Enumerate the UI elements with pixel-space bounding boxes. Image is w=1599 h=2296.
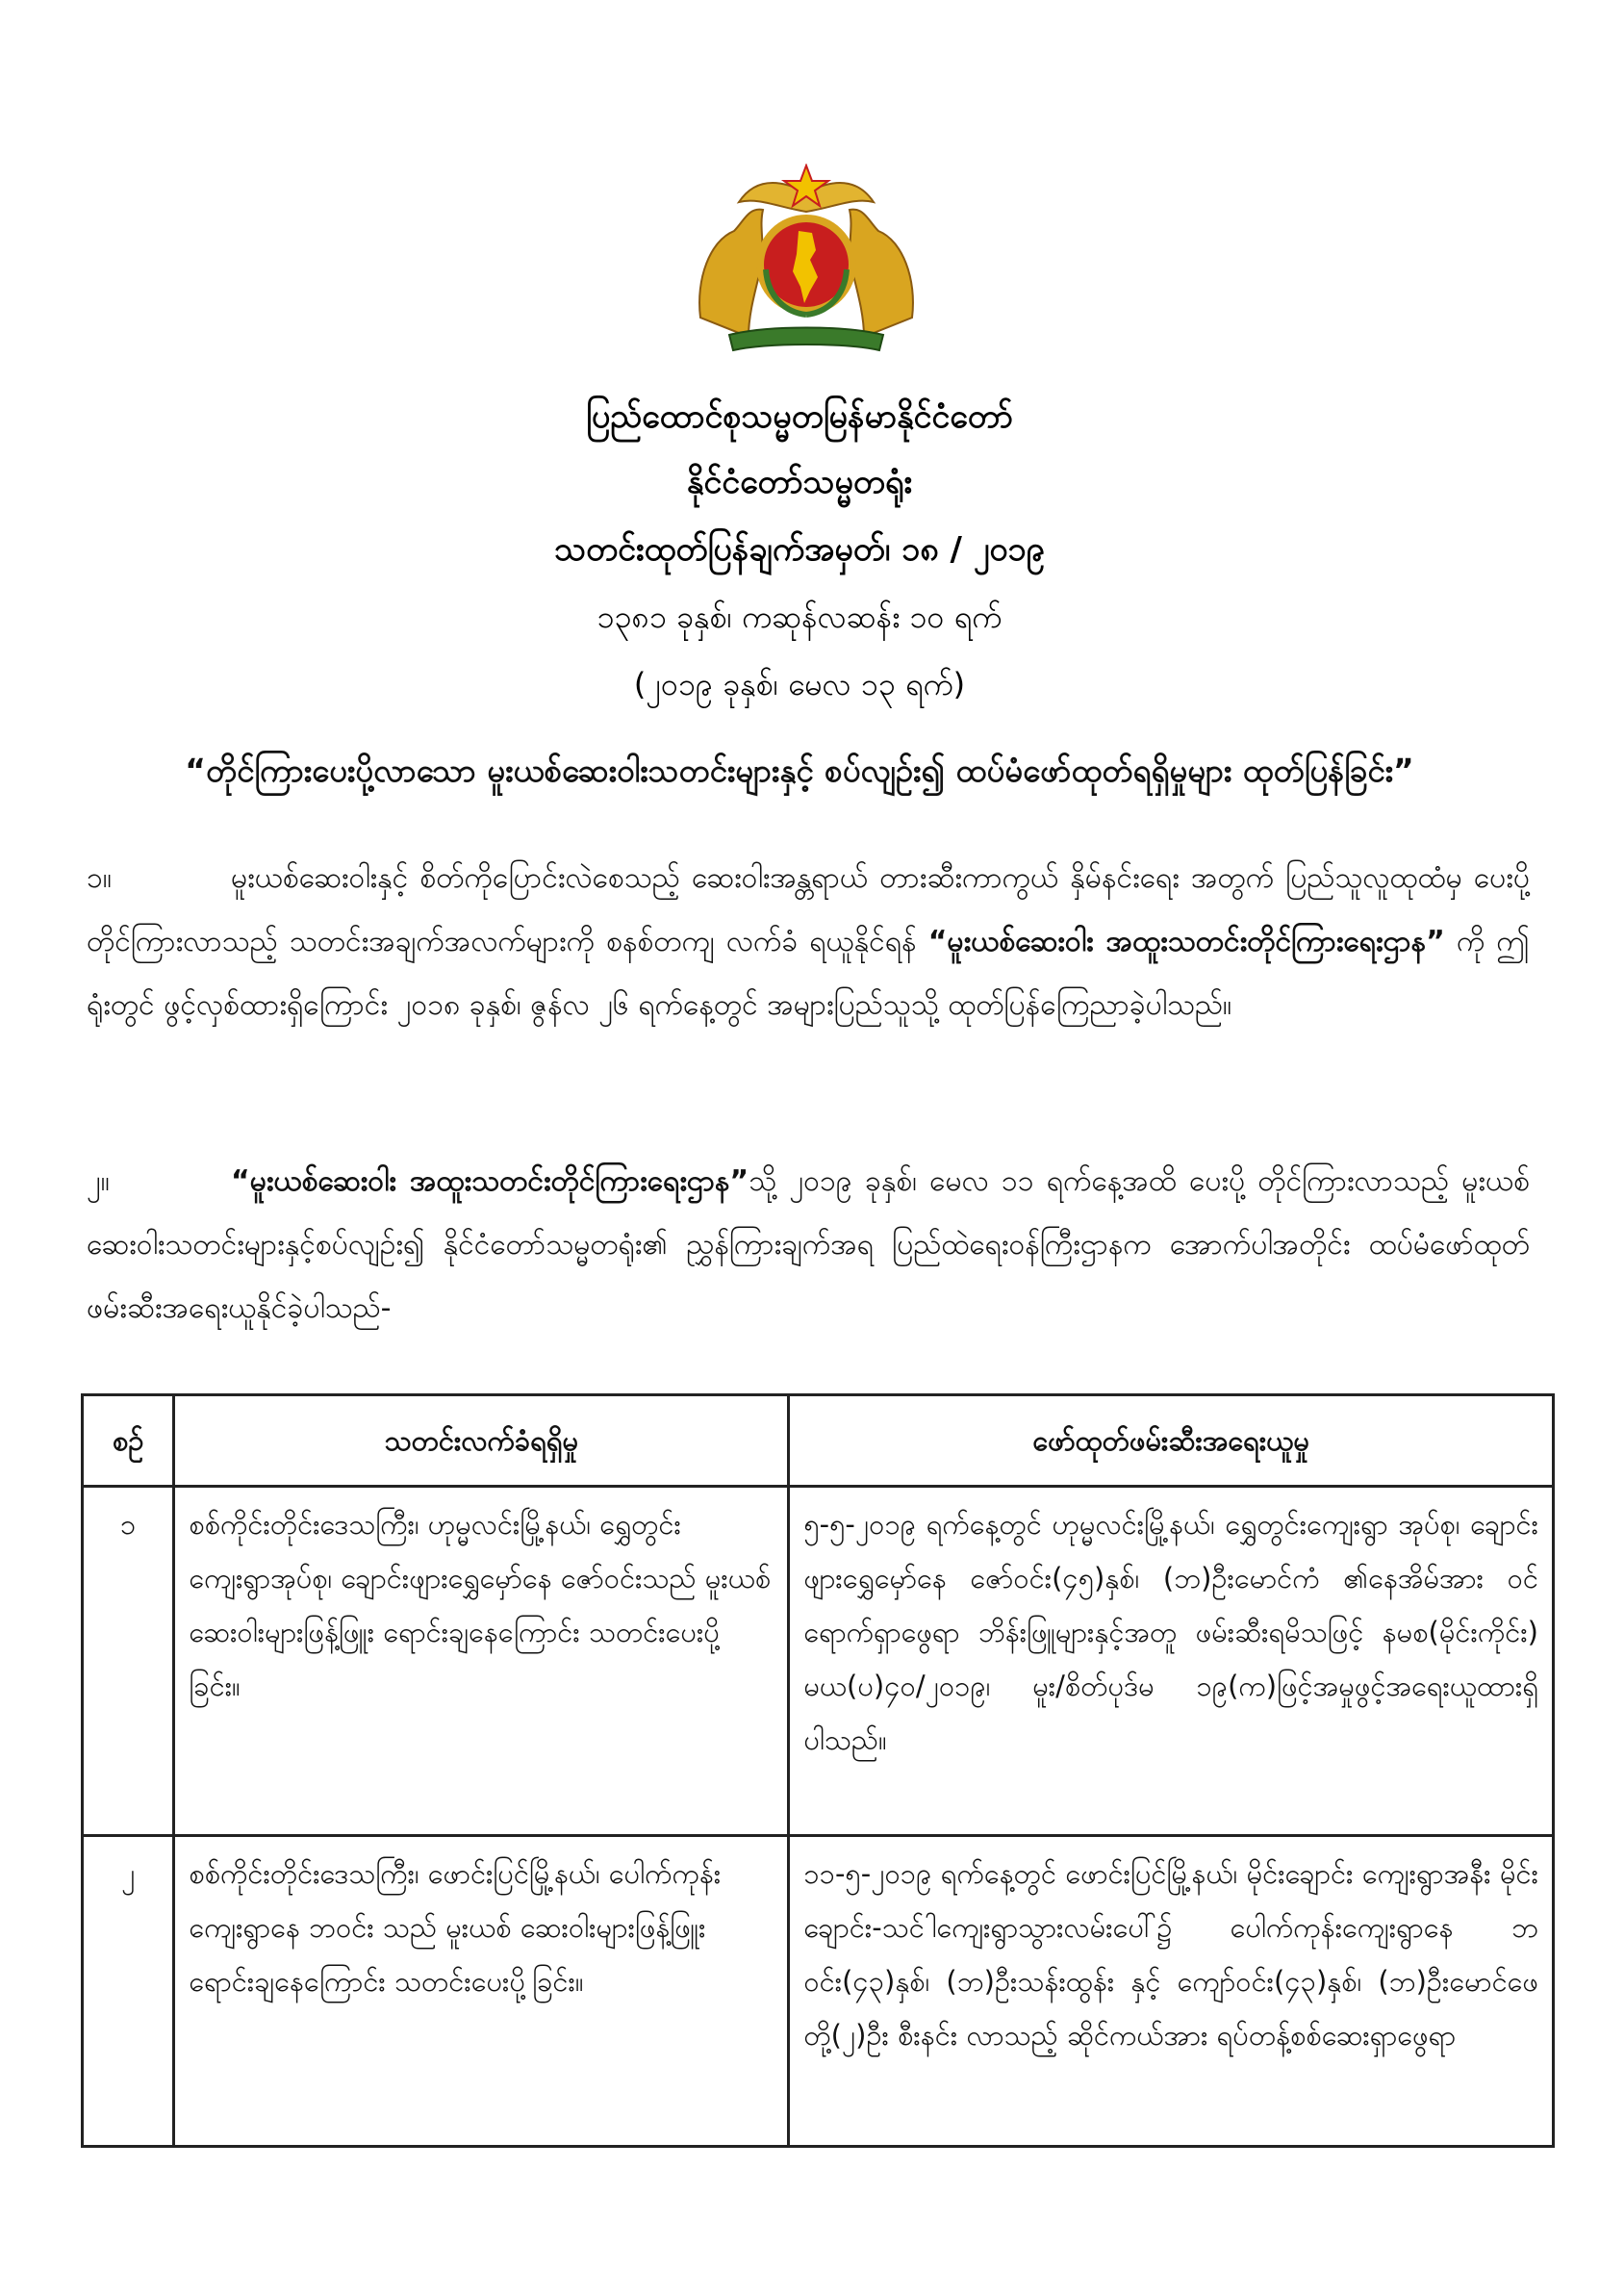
table-cell-no: ၂: [83, 1836, 174, 2147]
table-cell-received: စစ်ကိုင်းတိုင်းဒေသကြီး၊ ဟုမ္မလင်းမြို့နယ်၊ ရွှေတွင်းကျေးရွာအုပ်စု၊ ချောင်းဖျားရွှေမှော်နေ ဇော်ဝင်းသည် မူးယစ်ဆေးဝါးများဖြန့်ဖြူး ရောင်းချနေကြောင်း သတင်းပေးပို့ခြင်း။: [174, 1487, 789, 1836]
table-row: [83, 1836, 1554, 2147]
table-cell-received: စစ်ကိုင်းတိုင်းဒေသကြီး၊ ဖောင်းပြင်မြို့နယ်၊ ပေါက်ကုန်းကျေးရွာနေ ဘဝင်း သည် မူးယစ် ဆေးဝါးများဖြန့်ဖြူးရောင်းချနေကြောင်း သတင်းပေးပို့ခြင်း။: [174, 1836, 789, 2147]
release-subject: “တိုင်ကြားပေးပို့လာသော မူးယစ်ဆေးဝါးသတင်းများနှင့် စပ်လျဉ်း၍ ထပ်မံဖော်ထုတ်ရရှိမှုများ ထုတ်ပြန်ခြင်း”: [185, 752, 1414, 789]
header-country-name: ပြည်ထောင်စုသမ္မတမြန်မာနိုင်ငံတော်: [586, 397, 1013, 436]
paragraph-1-bold: “မူးယစ်ဆေးဝါး အထူးသတင်းတိုင်ကြားရေးဌာန”: [927, 925, 1445, 958]
table-cell-no: ၁: [83, 1487, 174, 1836]
paragraph-1-number: ၁။: [87, 861, 112, 895]
actions-table: [81, 1393, 1555, 2148]
paragraph-2-text: သို့ ၂၀၁၉ ခုနှစ်၊ မေလ ၁၁ ရက်နေ့အထိ ပေးပို့ တိုင်ကြားလာသည့် မူးယစ်ဆေးဝါးသတင်းများနှင့်စပ်လျဉ်း၍ နိုင်ငံတော်သမ္မတရုံး၏ ညွှန်ကြားချက်အရ ပြည်ထဲရေးဝန်ကြီးဌာနက အောက်ပါအတိုင်း ထပ်မံဖော်ထုတ်ဖမ်းဆီးအရေးယူနိုင်ခဲ့ပါသည်-: [87, 1164, 1530, 1325]
header-gregorian-date: (၂၀၁၉ ခုနှစ်၊ မေလ ၁၃ ရက်): [633, 666, 966, 702]
table-header-row: [83, 1395, 1554, 1487]
paragraph-1-text-b: ကို ဤရုံးတွင် ဖွင့်လှစ်ထားရှိကြောင်း ၂၀၁၈ ခုနှစ်၊ ဇွန်လ ၂၆ ရက်နေ့တွင် အများပြည်သူသို့ ထုတ်ပြန်ကြေညာခဲ့ပါသည်။: [87, 925, 1530, 1022]
paragraph-1-text-a: မူးယစ်ဆေးဝါးနှင့် စိတ်ကိုပြောင်းလဲစေသည့် ဆေးဝါးအန္တရာယ် တားဆီးကာကွယ် နှိမ်နင်းရေး အတွက် ပြည်သူလူထုထံမှ ပေးပို့တိုင်ကြားလာသည့် သတင်းအချက်အလက်များကို စနစ်တကျ လက်ခံ ရယူနိုင်ရန်: [87, 861, 1530, 958]
header-release-number: သတင်းထုတ်ပြန်ချက်အမှတ်၊ ၁၈ / ၂၀၁၉: [554, 530, 1045, 569]
header-myanmar-date: ၁၃၈၁ ခုနှစ်၊ ကဆုန်လဆန်း ၁၀ ရက်: [596, 599, 1003, 635]
table-cell-action: ၅-၅-၂၀၁၉ ရက်နေ့တွင် ဟုမ္မလင်းမြို့နယ်၊ ရွှေတွင်းကျေးရွာ အုပ်စု၊ ချောင်းဖျားရွှေမှော်နေ ဇော်ဝင်း(၄၅)နှစ်၊ (ဘ)ဦးမောင်ကံ ၏နေအိမ်အား ဝင်ရောက်ရှာဖွေရာ ဘိန်းဖြူများနှင့်အတူ ဖမ်းဆီးရမိသဖြင့် နမစ(မိုင်းကိုင်း) မယ(ပ)၄၀/၂၀၁၉၊ မူး/စိတ်ပုဒ်မ ၁၉(က)ဖြင့်အမှုဖွင့်အရေးယူထားရှိပါသည်။: [789, 1487, 1554, 1836]
paragraph-1: [87, 847, 1530, 1037]
table-header-action: ဖော်ထုတ်ဖမ်းဆီးအရေးယူမှု: [789, 1395, 1554, 1487]
myanmar-state-seal-icon: [691, 164, 922, 356]
paragraph-2: [87, 1150, 1530, 1340]
header-office-name: နိုင်ငံတော်သမ္မတရုံး: [686, 463, 913, 501]
table-header-no: စဉ်: [83, 1395, 174, 1487]
table-row: [83, 1487, 1554, 1836]
paragraph-2-number: ၂။: [87, 1164, 110, 1198]
table-cell-action: ၁၁-၅-၂၀၁၉ ရက်နေ့တွင် ဖောင်းပြင်မြို့နယ်၊ မိုင်းချောင်း ကျေးရွာအနီး မိုင်းချောင်း-သင်ါကျေးရွာသွားလမ်းပေါ်၌ ပေါက်ကုန်းကျေးရွာနေ ဘဝင်း(၄၃)နှစ်၊ (ဘ)ဦးသန်းထွန်း နှင့် ကျော်ဝင်း(၄၃)နှစ်၊ (ဘ)ဦးမောင်ဖေတို့(၂)ဦး စီးနင်း လာသည့် ဆိုင်ကယ်အား ရပ်တန့်စစ်ဆေးရှာဖွေရာ: [789, 1836, 1554, 2147]
paragraph-2-bold: “မူးယစ်ဆေးဝါး အထူးသတင်းတိုင်ကြားရေးဌာန”: [231, 1164, 749, 1198]
table-header-received: သတင်းလက်ခံရရှိမှု: [174, 1395, 789, 1487]
